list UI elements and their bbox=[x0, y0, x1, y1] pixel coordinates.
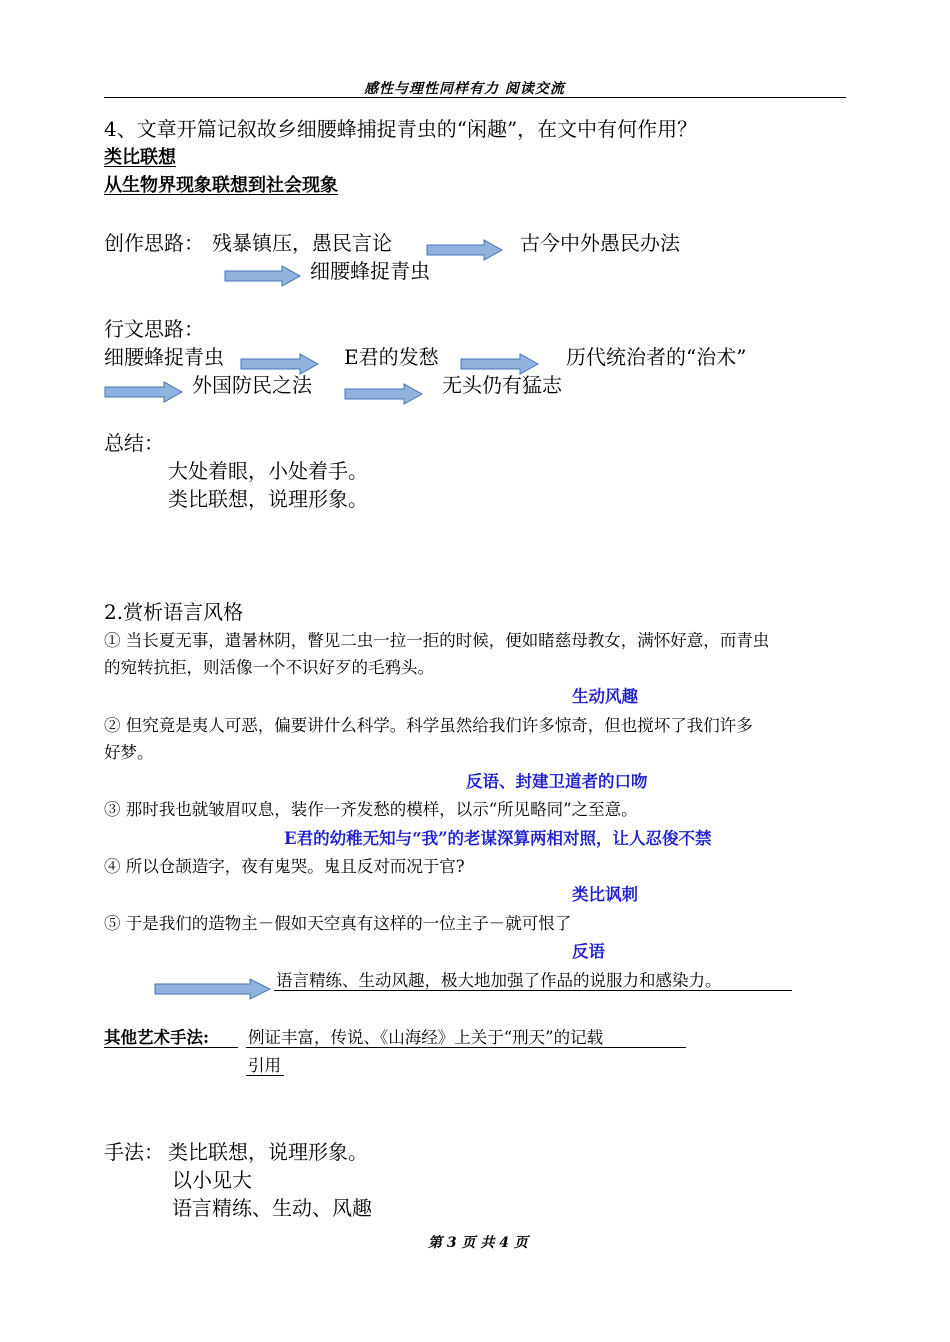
language-item-1a: ① 当长夏无事，遣暑林阴，瞥见二虫一拉一拒的时候，便如睹慈母教女，满怀好意，而青虫 bbox=[104, 631, 770, 650]
conclusion-underline bbox=[274, 990, 792, 991]
writing-step-3: 历代统治者的“治术” bbox=[566, 345, 747, 369]
methods-label: 手法： bbox=[104, 1140, 164, 1164]
creation-step-1: 残暴镇压，愚民言论 bbox=[212, 231, 392, 255]
writing-step-2: E君的发愁 bbox=[344, 345, 439, 369]
writing-step-5: 无头仍有猛志 bbox=[442, 373, 562, 397]
creation-step-3: 细腰蜂捉青虫 bbox=[310, 259, 430, 283]
arrow-right-icon bbox=[344, 383, 424, 405]
arrow-right-icon bbox=[224, 265, 302, 287]
writing-step-4: 外国防民之法 bbox=[192, 373, 312, 397]
language-item-3: ③ 那时我也就皱眉叹息，装作一齐发愁的模样，以示“所见略同”之至意。 bbox=[104, 800, 638, 819]
answer-association: 从生物界现象联想到社会现象 bbox=[104, 175, 338, 196]
note-4: 类比讽刺 bbox=[572, 885, 638, 904]
summary-label: 总结： bbox=[104, 431, 164, 455]
other-label-underline bbox=[104, 1047, 238, 1048]
answer-analogy: 类比联想 bbox=[104, 147, 176, 168]
other-line-1-underline bbox=[246, 1047, 686, 1048]
header-rule bbox=[104, 97, 846, 98]
other-line-2: 引用 bbox=[248, 1056, 281, 1075]
arrow-right-icon bbox=[426, 239, 504, 261]
language-item-2b: 好梦。 bbox=[104, 743, 154, 762]
question-4: 4、文章开篇记叙故乡细腰蜂捕捉青虫的“闲趣”，在文中有何作用？ bbox=[104, 117, 698, 141]
language-conclusion: 语言精练、生动风趣，极大地加强了作品的说服力和感染力。 bbox=[276, 971, 722, 990]
header-title: 感性与理性同样有力 阅读交流 bbox=[364, 81, 565, 97]
summary-line-1: 大处着眼，小处着手。 bbox=[168, 459, 368, 483]
note-3: E君的幼稚无知与“我”的老谋深算两相对照，让人忍俊不禁 bbox=[284, 829, 712, 848]
language-item-5: ⑤ 于是我们的造物主－假如天空真有这样的一位主子－就可恨了 bbox=[104, 914, 572, 933]
note-5: 反语 bbox=[572, 942, 605, 961]
section-2-title: 2.赏析语言风格 bbox=[104, 600, 244, 624]
methods-line-1: 类比联想，说理形象。 bbox=[168, 1140, 368, 1164]
summary-line-2: 类比联想，说理形象。 bbox=[168, 487, 368, 511]
note-1: 生动风趣 bbox=[572, 687, 638, 706]
methods-line-2: 以小见大 bbox=[172, 1168, 252, 1192]
creation-step-2: 古今中外愚民办法 bbox=[520, 231, 680, 255]
creation-label: 创作思路： bbox=[104, 231, 204, 255]
language-item-2a: ② 但究竟是夷人可恶，偏要讲什么科学。科学虽然给我们许多惊奇，但也搅坏了我们许多 bbox=[104, 716, 753, 735]
language-item-4: ④ 所以仓颉造字，夜有鬼哭。鬼且反对而况于官? bbox=[104, 857, 465, 876]
note-2: 反语、封建卫道者的口吻 bbox=[466, 772, 648, 791]
methods-line-3: 语言精练、生动、风趣 bbox=[172, 1196, 372, 1220]
arrow-right-icon bbox=[154, 978, 272, 1000]
writing-label: 行文思路： bbox=[104, 317, 204, 341]
other-label: 其他艺术手法: bbox=[104, 1028, 210, 1047]
writing-step-1: 细腰蜂捉青虫 bbox=[104, 345, 224, 369]
language-item-1b: 的宛转抗拒，则活像一个不识好歹的毛鸦头。 bbox=[104, 658, 434, 677]
arrow-right-icon bbox=[104, 381, 184, 403]
page-number: 第 3 页 共 4 页 bbox=[428, 1235, 528, 1251]
other-line-1: 例证丰富，传说、《山海经》上关于“刑天”的记载 bbox=[248, 1028, 604, 1047]
other-line-2-underline bbox=[246, 1075, 284, 1076]
